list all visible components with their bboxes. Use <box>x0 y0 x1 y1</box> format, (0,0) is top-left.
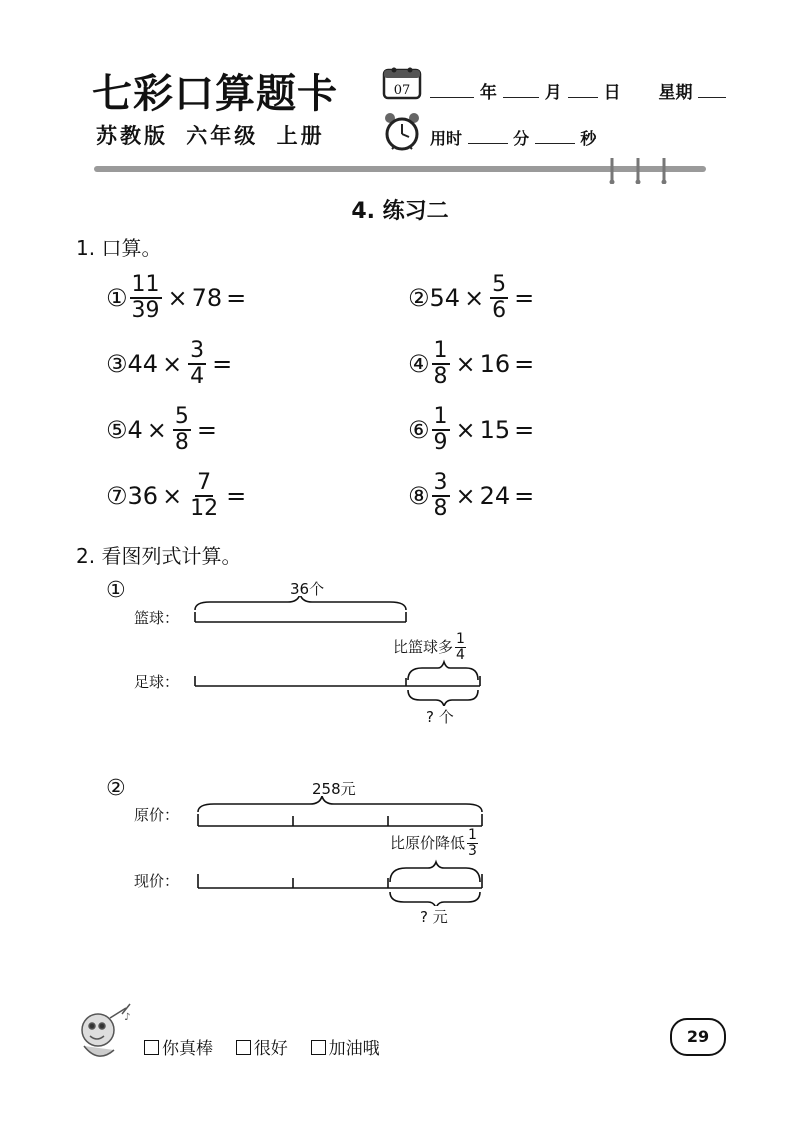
month-blank[interactable] <box>503 83 539 98</box>
month-label: 月 <box>544 83 562 103</box>
brand-title: 七彩口算题卡 <box>92 70 338 117</box>
fraction <box>432 405 450 455</box>
problem-number: ① <box>106 284 128 312</box>
current-price-lower-brace <box>390 892 480 906</box>
denominator: 39 <box>131 298 160 323</box>
problem-number: ⑦ <box>106 482 128 510</box>
times-sign: × <box>162 482 183 510</box>
minutes-label: 分 <box>513 129 530 148</box>
checkbox-icon <box>311 1040 326 1055</box>
football-lower-brace <box>408 690 478 706</box>
denominator: 12 <box>190 496 219 521</box>
weekday-label: 星期 <box>658 83 693 103</box>
diagram1-number: ① <box>106 578 126 603</box>
weekday-blank[interactable] <box>698 83 726 98</box>
problem-number: ⑤ <box>106 416 128 444</box>
denominator: 8 <box>433 364 448 389</box>
calc-problem <box>106 334 236 394</box>
time-line <box>430 126 596 149</box>
date-line <box>430 78 726 103</box>
diagram2-figure <box>180 796 500 906</box>
fraction <box>432 471 450 521</box>
basketball-label: 篮球： <box>134 609 180 627</box>
fraction <box>432 339 450 389</box>
equals-sign: = <box>514 416 535 444</box>
diagram1-compare: 比篮球多 $\frac{1}{4}$ <box>393 631 465 663</box>
binder-rings-icon <box>600 156 680 184</box>
operand: 78 <box>191 284 223 312</box>
numerator: 3 <box>190 338 205 363</box>
minutes-blank[interactable] <box>468 129 508 144</box>
football-label: 足球： <box>134 673 180 691</box>
calendar-icon <box>382 64 422 100</box>
original-price-label: 原价： <box>134 806 180 824</box>
problem-number: ⑧ <box>408 482 430 510</box>
football-upper-brace <box>408 662 478 680</box>
times-sign: × <box>455 482 476 510</box>
numerator: 1 <box>433 404 448 429</box>
edition-label: 苏教版 六年级 上册 <box>96 124 325 148</box>
time-used-label: 用时 <box>430 129 463 148</box>
basketball-total: 36个 <box>290 580 325 598</box>
day-label: 日 <box>603 83 621 103</box>
operand: 4 <box>127 416 143 444</box>
operand: 16 <box>479 350 511 378</box>
equals-sign: = <box>212 350 233 378</box>
problem-number: ⑥ <box>408 416 430 444</box>
equals-sign: = <box>196 416 218 444</box>
operand: 36 <box>127 482 159 510</box>
calc-problem <box>106 268 250 328</box>
calc-problem <box>408 268 538 328</box>
option-keep-going[interactable]: 加油哦 <box>311 1039 380 1059</box>
equals-sign: = <box>514 350 535 378</box>
numerator: 11 <box>131 272 160 297</box>
operand: 54 <box>429 284 461 312</box>
fraction <box>490 273 508 323</box>
times-sign: × <box>455 350 476 378</box>
current-price-bar <box>198 874 482 888</box>
original-price-bar <box>198 814 482 826</box>
day-blank[interactable] <box>568 83 598 98</box>
calc-problem <box>106 400 221 460</box>
problem-number: ② <box>408 284 430 312</box>
denominator: 8 <box>174 430 189 455</box>
calendar-number: 07 <box>393 83 411 98</box>
diagram2-question: ? 元 <box>420 908 448 926</box>
denominator: 9 <box>433 430 448 455</box>
times-sign: × <box>162 350 183 378</box>
numerator: 3 <box>433 470 448 495</box>
operand: 24 <box>479 482 511 510</box>
seconds-label: 秒 <box>580 129 597 148</box>
equals-sign: = <box>514 482 535 510</box>
mascot-icon <box>70 1000 140 1070</box>
operand: 15 <box>479 416 511 444</box>
numerator: 5 <box>492 272 507 297</box>
original-price-brace <box>198 796 482 812</box>
times-sign: × <box>455 416 476 444</box>
feedback-options <box>144 1034 380 1059</box>
original-price-total: 258元 <box>312 780 356 798</box>
denominator: 8 <box>433 496 448 521</box>
problem-number: ④ <box>408 350 430 378</box>
fraction <box>173 405 191 455</box>
current-price-label: 现价： <box>134 872 180 890</box>
numerator: 7 <box>197 470 212 495</box>
basketball-brace <box>195 596 406 610</box>
checkbox-icon <box>236 1040 251 1055</box>
denominator: 4 <box>190 364 205 389</box>
year-label: 年 <box>479 83 497 103</box>
diagram1-question: ? 个 <box>426 708 454 726</box>
fraction <box>130 273 162 323</box>
year-blank[interactable] <box>430 83 474 98</box>
equals-sign: = <box>226 284 247 312</box>
football-bar <box>195 676 480 686</box>
option-great[interactable]: 你真棒 <box>144 1039 213 1059</box>
denominator: 6 <box>492 298 507 323</box>
clock-icon <box>382 112 422 152</box>
calc-problem <box>408 466 538 526</box>
times-sign: × <box>146 416 167 444</box>
times-sign: × <box>464 284 485 312</box>
section1-title: 1. 口算。 <box>76 236 162 260</box>
problem-number: ③ <box>106 350 128 378</box>
lesson-title: 4. 练习二 <box>351 199 449 224</box>
fraction <box>188 471 220 521</box>
numerator: 1 <box>433 338 448 363</box>
diagram2-number: ② <box>106 776 126 801</box>
numerator: 5 <box>174 404 189 429</box>
svg-text:♪: ♪ <box>124 1012 131 1023</box>
fraction <box>188 339 206 389</box>
basketball-bar <box>195 612 406 622</box>
seconds-blank[interactable] <box>535 129 575 144</box>
diagram1-figure <box>180 596 500 706</box>
diagram2-compare: 比原价降低 $\frac{1}{3}$ <box>390 827 477 859</box>
calc-problem <box>408 400 538 460</box>
section2-title: 2. 看图列式计算。 <box>76 544 242 568</box>
calc-problem <box>408 334 538 394</box>
option-good[interactable]: 很好 <box>236 1039 288 1059</box>
current-price-upper-brace <box>390 862 480 882</box>
times-sign: × <box>167 284 188 312</box>
equals-sign: = <box>226 482 247 510</box>
calc-problem <box>106 466 250 526</box>
checkbox-icon <box>144 1040 159 1055</box>
operand: 44 <box>127 350 159 378</box>
equals-sign: = <box>514 284 535 312</box>
page-number: 29 <box>670 1018 726 1056</box>
